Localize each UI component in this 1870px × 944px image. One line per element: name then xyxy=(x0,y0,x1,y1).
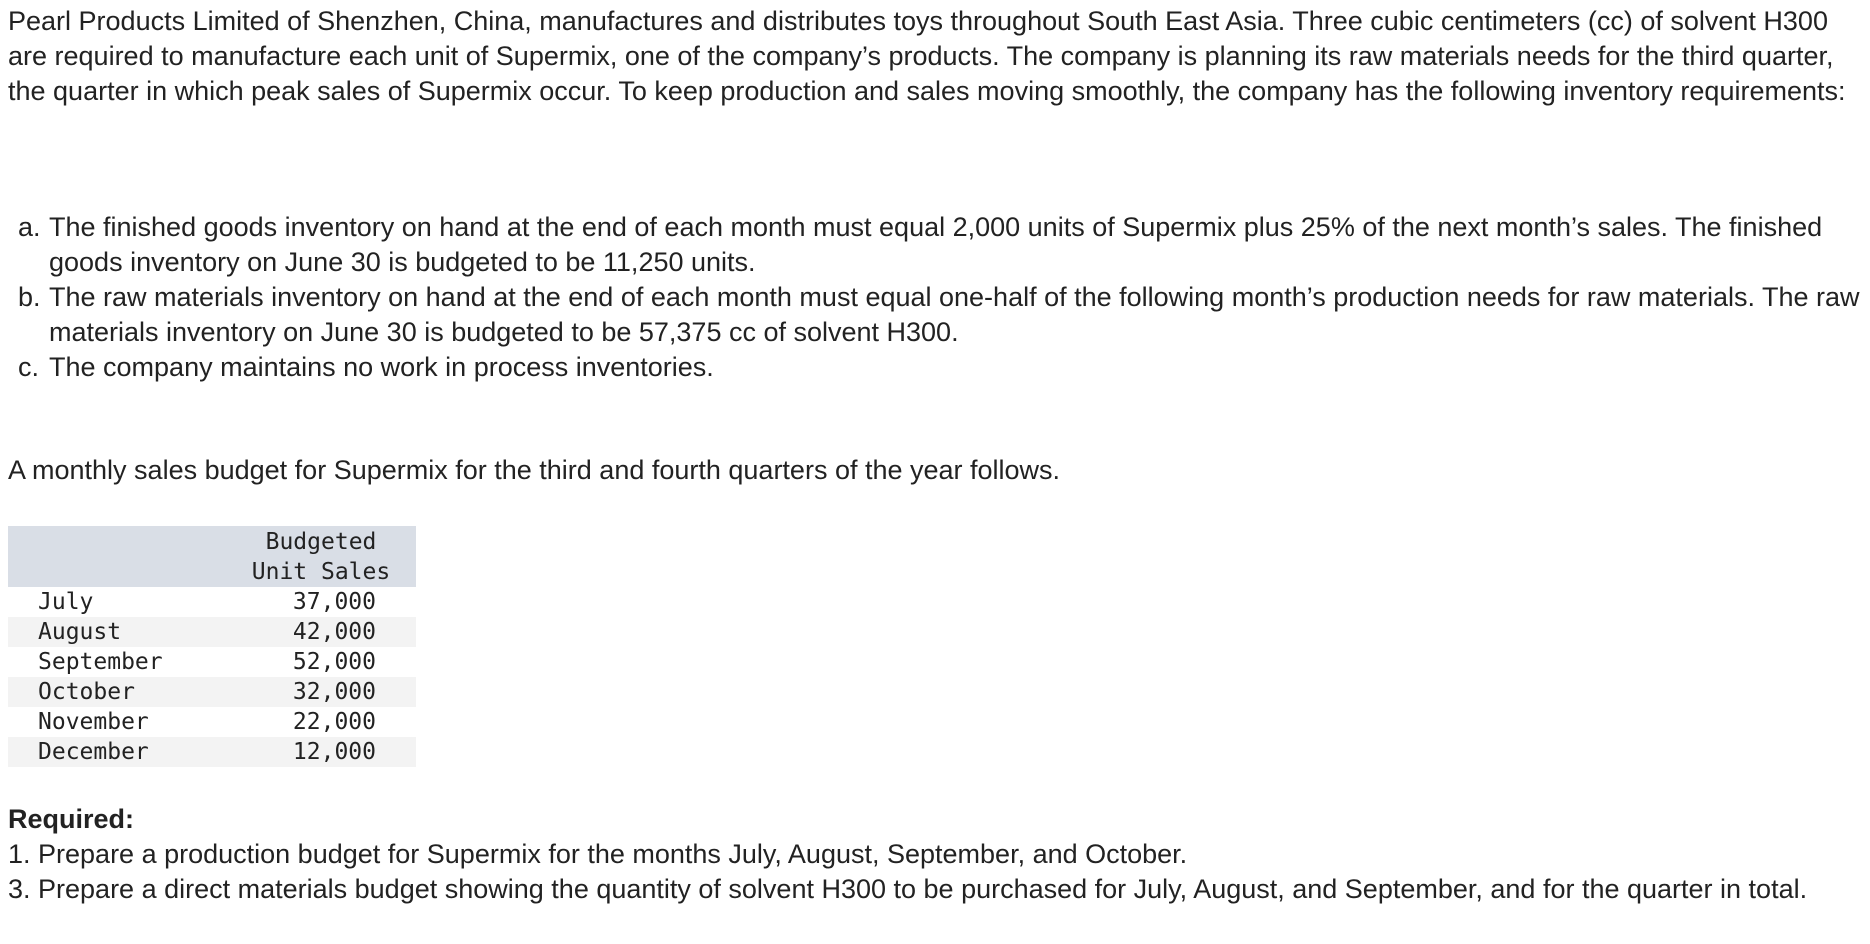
table-row xyxy=(8,707,416,737)
requirement-marker: c. xyxy=(18,352,40,382)
inventory-requirements-list xyxy=(18,210,1863,385)
unit-sales-cell: 42,000 xyxy=(226,617,416,647)
requirement-text: The finished goods inventory on hand at the end of each month must equal 2,000 units of Supermix plus 25% of the next month’s sales. The finished goods inventory on June 30 is budgeted to be 11,250 units. xyxy=(49,212,1823,277)
table-row xyxy=(8,617,416,647)
month-cell: July xyxy=(38,589,94,615)
header-line: Unit Sales xyxy=(251,558,391,585)
unit-sales-cell: 37,000 xyxy=(292,589,376,615)
requirement-marker: b. xyxy=(18,282,41,312)
month-cell: September xyxy=(38,649,163,675)
unit-sales-cell: 32,000 xyxy=(226,677,416,707)
requirement-item-c xyxy=(18,350,1863,385)
requirement-item-b xyxy=(18,280,1863,350)
problem-document xyxy=(8,4,1863,904)
table-header-row xyxy=(8,526,416,587)
requirement-text: The company maintains no work in process inventories. xyxy=(49,352,714,382)
required-item-1: 1. Prepare a production budget for Supermix for the months July, August, September, and October. xyxy=(8,839,1188,869)
required-item-3: 3. Prepare a direct materials budget showing the quantity of solvent H300 to be purchased for July, August, and September, and for the quarter in total. xyxy=(8,874,1808,904)
table-row xyxy=(8,737,416,767)
requirement-item-a xyxy=(18,210,1863,280)
unit-sales-cell: 22,000 xyxy=(292,709,376,735)
sales-budget-intro: A monthly sales budget for Supermix for the third and fourth quarters of the year follows. xyxy=(8,455,1061,485)
unit-sales-cell: 12,000 xyxy=(226,737,416,767)
table-row xyxy=(8,587,416,617)
table-row xyxy=(8,647,416,677)
month-cell: August xyxy=(8,617,226,647)
month-cell: October xyxy=(8,677,226,707)
requirement-text: The raw materials inventory on hand at the end of each month must equal one-half of the following month’s production needs for raw materials. The raw materials inventory on June 30 is budgeted to be 57,375 cc of solvent H300. xyxy=(49,282,1860,347)
intro-paragraph: Pearl Products Limited of Shenzhen, China, manufactures and distributes toys throughout South East Asia. Three cubic centimeters (cc) of solvent H300 are required to manufacture each unit of Supermix, one of the company’s products. The company is planning its raw materials needs for the third quarter, the quarter in which peak sales of Supermix occur. To keep production and sales moving smoothly, the company has the following inventory requirements: xyxy=(8,6,1846,106)
month-cell: December xyxy=(8,737,226,767)
requirement-marker: a. xyxy=(18,212,41,242)
unit-sales-cell: 52,000 xyxy=(292,649,376,675)
table-header-budgeted-unit-sales xyxy=(226,526,416,587)
table-header-blank xyxy=(8,526,226,587)
table-row xyxy=(8,677,416,707)
month-cell: November xyxy=(38,709,149,735)
sales-budget-table xyxy=(8,526,416,767)
required-section xyxy=(8,802,1863,907)
required-title: Required: xyxy=(8,804,135,834)
header-line: Budgeted xyxy=(265,528,377,555)
